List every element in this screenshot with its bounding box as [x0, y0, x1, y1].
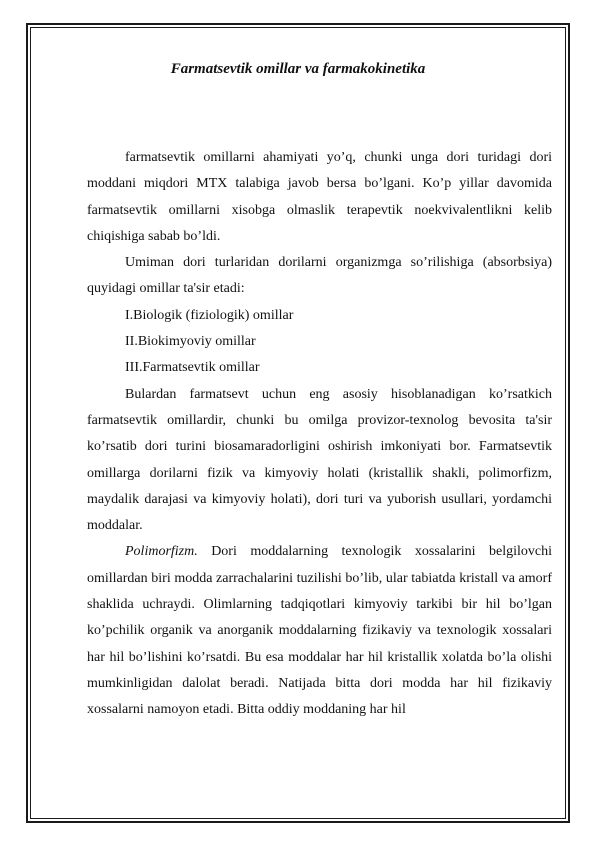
- list-item-biological: I.Biologik (fiziologik) omillar: [125, 307, 294, 323]
- list-item-biochemical: II.Biokimyoviy omillar: [125, 334, 256, 350]
- paragraph-intro: farmatsevtik omillarni ahamiyati yo’q, chunki unga dori turidagi dori moddani miqdori MTX talabiga javob bersa bo’lgani. Ko’p yillar davomida farmatsevtik omillarni xisobga olmaslik terapevtik noekvivalentlikni kelib chiqishiga sabab bo’ldi.: [87, 150, 552, 244]
- polymorphism-text: Dori moddalarning texnologik xossalarini belgilovchi omillardan biri modda zarrachalarini tuzilishi bo’lib, ular tabiatda kristall va amorf shaklida uchraydi. Olimlarning tadqiqotlari kimyoviy tarkibi bir hil bo’lgan ko’pchilik organik va anorganik moddalarning fizikaviy va texnologik xossalari har hil bo’lishini ko’rsatdi. Bu esa moddalar har hil kristallik xolatda bo’la olishi mumkinligidan dalolat beradi. Natijada bitta dori modda har hil fizikaviy xossalarni namoyon etadi. Bitta oddiy moddaning har hil: [87, 544, 552, 718]
- polymorphism-term: Polimorfizm.: [125, 544, 198, 560]
- list-item-pharmaceutical: III.Farmatsevtik omillar: [125, 360, 260, 376]
- paragraph-pharmaceutical-factors: Bulardan farmatsevt uchun eng asosiy hisoblanadigan ko’rsatkich farmatsevtik omillardir, chunki bu omilga provizor-texnolog bevosita ta'sir ko’rsatib dori turini biosamaradorligini oshirish imkoniyati bor. Farmatsevtik omillarga dorilarni fizik va kimyoviy holati (kristallik shakli, polimorfizm, maydalik darajasi va kimyoviy holati), dori turi va yuborish usullari, yordamchi moddalar.: [87, 386, 552, 534]
- document-body: [87, 145, 552, 724]
- paragraph-absorption: Umiman dori turlaridan dorilarni organizmga so’rilishiga (absorbsiya) quyidagi omillar ta'sir etadi:: [87, 255, 552, 297]
- document-title: Farmatsevtik omillar va farmakokinetika: [170, 61, 426, 77]
- paragraph-polymorphism: [87, 539, 552, 723]
